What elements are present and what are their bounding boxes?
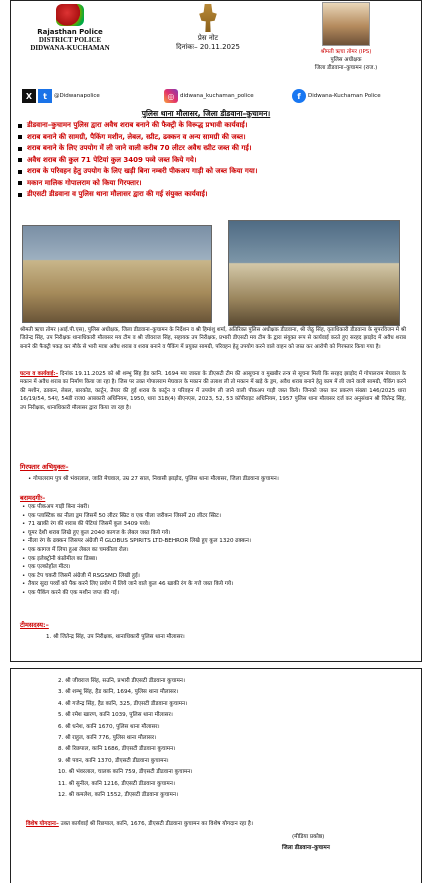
seized-item: • नीला रंग के ढक्कन जिसपर अंग्रेजी में GLOBUS SPIRITS LTD-BEHROR लिखे हुए कुल 1320 ढक्कन। bbox=[22, 538, 252, 545]
seized-vehicle-photo bbox=[22, 225, 212, 323]
team-member: 7. श्री राहुल, कानि 776, पुलिस थाना मौलासर। bbox=[58, 734, 157, 741]
seized-item: • एक कागज में लिपा हुआ लेबल का चमकीला रोल। bbox=[22, 546, 129, 553]
state-emblem-icon bbox=[197, 4, 219, 32]
twitter-bird-icon: t bbox=[38, 89, 52, 103]
team-member: 3. श्री शम्भू सिंह, हैड कानि, 1694, पुलिस थाना मौलासर। bbox=[58, 689, 179, 696]
team-member: 4. श्री गजेन्द्र सिंह, हैड कानि, 325, डीएसटी डीडवाना कुचामन। bbox=[58, 700, 188, 707]
team-member: 5. श्री रमेश खारण, कानि 1039, पुलिस थाना मौलासर। bbox=[58, 712, 173, 719]
seized-heading: बरामदगीः– bbox=[20, 494, 46, 502]
facebook-icon: f bbox=[292, 89, 306, 103]
arrested-details: • गोपालराम पुत्र श्री भंवरलाल, जाति मेघवाल, उम्र 27 साल, निवासी झाड़ोद, पुलिस थाना मौलासर, जिला डीडवाना कुचामन। bbox=[28, 476, 279, 482]
highlight-item: शराब बनाने की सामग्री, पैकिंग मशीन, लेबल, स्प्रीट, ढक्कन व अन्य सामग्री की जब्त। bbox=[18, 133, 408, 145]
bullet-icon bbox=[18, 193, 22, 197]
x-twitter-icon: X bbox=[22, 89, 36, 103]
team-member: 12. श्री कमलेश, कानि 1552, डीएसटी डीडवाना कुचामन। bbox=[58, 791, 179, 798]
team-heading: टीमसदस्य:– bbox=[20, 621, 49, 629]
seized-item: • एक एल्कोहॉल मीटर। bbox=[22, 564, 71, 571]
instagram-handle-row bbox=[164, 88, 254, 104]
team-member: 9. श्री पवन, कानि 1370, डीएसटी डीडवाना कुचामन। bbox=[58, 757, 169, 764]
header-left bbox=[10, 4, 130, 52]
intro-paragraph: श्रीमती ऋचा तोमर (आई.पी.एस), पुलिस अधीक्षक, जिला डीडवाना–कुचामन के निर्देशन व श्री हिमांशु शर्मा, अतिरिक्त पुलिस अधीक्षक डीडवाना, श्री जेठू सिंह, वृताधिकारी डीडवाना के सुपरविजन में श्री जितेन्द्र सिंह, उप निरीक्षक थानाधिकारी मौलासर मय टीम व श्री जीवराज सिंह, सहायक उप निरीक्षक, प्रभारी डीएसटी मय टीम के द्वारा संयुक्त रूप से कार्यवाई करते हुए सरहद झाड़ोद में अवैध शराब बनाने की फैक्ट्री पकड़ कर मौके से भारी मात्रा अवैध शराब व शराब बनाने व पैकिंग में प्रयुक्त सामग्री, परिवहन हेतु उपयोग करने वाले वाहन को जब्त कर आरोपी को गिरफ्तार किया गया है। bbox=[20, 327, 406, 350]
sp-post: पुलिस अधीक्षक bbox=[330, 57, 362, 63]
sp-district: जिला डीडवाना–कुचामन (राज.) bbox=[314, 65, 378, 71]
press-note-title: पुलिस थाना मौलासर, जिला डीडवाना–कुचामन। bbox=[141, 109, 271, 118]
seized-item: • 71 खाकी रंग की शराब की पेटियां जिसमें कुल 3409 पव्वे। bbox=[22, 521, 150, 528]
header-center bbox=[160, 4, 256, 52]
bullet-icon bbox=[18, 147, 22, 151]
team-member-1: 1. श्री जितेन्द्र सिंह, उप निरीक्षक, थानाधिकारी पुलिस थाना मौलासर। bbox=[46, 634, 185, 640]
seized-item: • एक इलेक्ट्रोनी कंप्रोमील का डिब्बा। bbox=[22, 555, 98, 562]
bullet-icon bbox=[18, 181, 22, 185]
highlight-item: डीडवाना–कुचामन पुलिस द्वारा अवैध शराब बनाने की फैक्ट्री के विरूद्ध प्रभावी कार्यवाई। bbox=[18, 121, 408, 133]
incident-text: दिनांक 19.11.2025 को श्री शम्भू सिंह हैड कानि. 1694 मय जाब्ता के डीएसटी टीम की आसूचना व मुखबीर तन्त्र से सूचना मिली कि सरहद झाड़ोद में गोपालराम मेघवाल के मकान में अवैध शराब का निर्माण किया जा रहा है। जिस पर उक्त गोपालराम मेघवाल के मकान की तलाश ली तो मकान में खड़े के ड्रम, अवैध शराब बनाने हेतु काम में ली जाने वाली सामग्री, पैकिंग करने की मशीन, ढक्कन, लेबल, बारकोड, कार्टून, तैयार की हुई शराब के कार्टून व परिवहन में उपयोग ली जाने वाली पीकअप गाड़ी जब्त किये। जिनको जब्त कर प्रकरण संख्या 146/2025 धारा 16/19/54, 54ए, 54डी राज0 आबकारी अधिनियम, 1950, धारा 318(4) बीएनएस, 2023, 52, 53 कॉपीराइट अधिनियम, 1957 पुलिस थाना मौलासर दर्ज कर अनुसंधान श्री जितेन्द्र सिंह, उप निरीक्षक, थानाधिकारी मौलासर द्वारा किया जा रहा है। bbox=[20, 371, 406, 411]
incident-paragraph bbox=[20, 370, 406, 412]
special-contribution-text: उक्त कार्यवाई श्री रिछपाल, कानि, 1676, डीएसटी डीडवाना कुचामन का विशेष योगदान रहा है। bbox=[60, 821, 254, 827]
header-right bbox=[290, 2, 402, 71]
press-note-label: प्रेस नोट bbox=[197, 34, 219, 42]
twitter-handle: @Didwanapolice bbox=[54, 93, 100, 99]
seized-item: • तैयार सुदा पव्वों को पैक करने लिए प्रयोग में लिये जाने वाले कुल 46 खाकी रंग के गत्ते जब्त किये गये। bbox=[22, 581, 234, 588]
highlight-item: डीएसटी डीडवाना व पुलिस थाना मौलासर द्वारा की गई संयुक्त कार्यवाई। bbox=[18, 190, 408, 202]
arrested-heading: गिरफ्तार अभियुक्तः– bbox=[20, 463, 69, 471]
district-line-2: DIDWANA-KUCHAMAN bbox=[30, 44, 110, 52]
team-member: 6. श्री धनेश, कानि 1670, पुलिस थाना मौलासर। bbox=[58, 723, 160, 730]
rajasthan-police-logo-icon bbox=[56, 4, 84, 26]
seized-item: • एक पीकअप गाड़ी बिना नंबरी। bbox=[22, 504, 90, 510]
highlight-item: शराब के परिवहन हेतु उपयोग के लिए खड़ी बिना नम्बरी पीकअप गाड़ी को जब्त किया गया। bbox=[18, 167, 408, 179]
team-member: 10. श्री भंवरलाल, चालक कानि 759, डीएसटी डीडवाना कुचामन। bbox=[58, 769, 193, 776]
special-contribution bbox=[26, 820, 406, 829]
sp-portrait bbox=[322, 2, 370, 46]
instagram-handle: didwana_kuchaman_police bbox=[180, 93, 254, 99]
twitter-handle-row bbox=[22, 88, 100, 104]
highlight-item: अवैध शराब की कुल 71 पेटियां कुल 3409 पव्वे जब्त किये गये। bbox=[18, 156, 408, 168]
district-signature: जिला डीडवाना–कुचामन bbox=[282, 845, 330, 851]
bullet-icon bbox=[18, 124, 22, 128]
district-line-1: DISTRICT POLICE bbox=[38, 36, 102, 44]
highlight-item: मकान मालिक गोपालराम को किया गिरफ्तार। bbox=[18, 179, 408, 191]
bullet-icon bbox=[18, 135, 22, 139]
team-member: 11. श्री सुनील, कानि 1216, डीएसटी डीडवाना कुचामन। bbox=[58, 780, 175, 787]
seized-item: • एक प्लास्टिक का नीला ड्रम जिसमें 50 लीटर स्प्रिट व एक पीला जरीकन जिसमें 20 लीटर स्प्रिट। bbox=[22, 512, 221, 519]
seized-item: • एक पैकिंग करने की एक मशीन जप्त की गई। bbox=[22, 589, 120, 596]
police-name: Rajasthan Police bbox=[37, 28, 103, 36]
instagram-icon: ◎ bbox=[164, 89, 178, 103]
accused-with-seized-goods-photo bbox=[228, 220, 400, 326]
facebook-handle: Didwana-Kuchaman Police bbox=[308, 93, 381, 99]
seized-items-list bbox=[22, 503, 402, 598]
sp-name: श्रीमती ऋचा तोमर (IPS) bbox=[320, 49, 372, 55]
highlight-item: शराब बनाने के लिए उपयोग में ली जाने वाली करीब 70 लीटर अवैध स्प्रीट जब्त की गई। bbox=[18, 144, 408, 156]
incident-label: घटना व कार्यवाई:– bbox=[20, 371, 59, 377]
special-contribution-label: विशेष योगदानः– bbox=[26, 821, 59, 827]
team-members-list bbox=[58, 676, 398, 801]
media-cell-signature: (मीडिया प्रकोष्ठ) bbox=[292, 834, 325, 840]
press-note-date: दिनांकः– 20.11.2025 bbox=[176, 43, 240, 51]
seized-item: • घूमर देशी शराब लिखे हुए कुल 2040 कागज के लेबल जब्त किये गये। bbox=[22, 529, 171, 536]
highlights-list bbox=[18, 121, 408, 202]
team-member: 2. श्री जीवराज सिंह, सउनि, प्रभारी डीएसटी डीडवाना कुचामन। bbox=[58, 678, 186, 684]
bullet-icon bbox=[18, 170, 22, 174]
seized-item: • एक टेप चकरी जिसमें अंग्रेजी में RSGSMD लिखी हुई। bbox=[22, 572, 140, 579]
team-member: 8. श्री रिछपाल, कानि 1686, डीएसटी डीडवाना कुचामन। bbox=[58, 746, 176, 753]
bullet-icon bbox=[18, 158, 22, 162]
facebook-handle-row bbox=[292, 88, 381, 104]
